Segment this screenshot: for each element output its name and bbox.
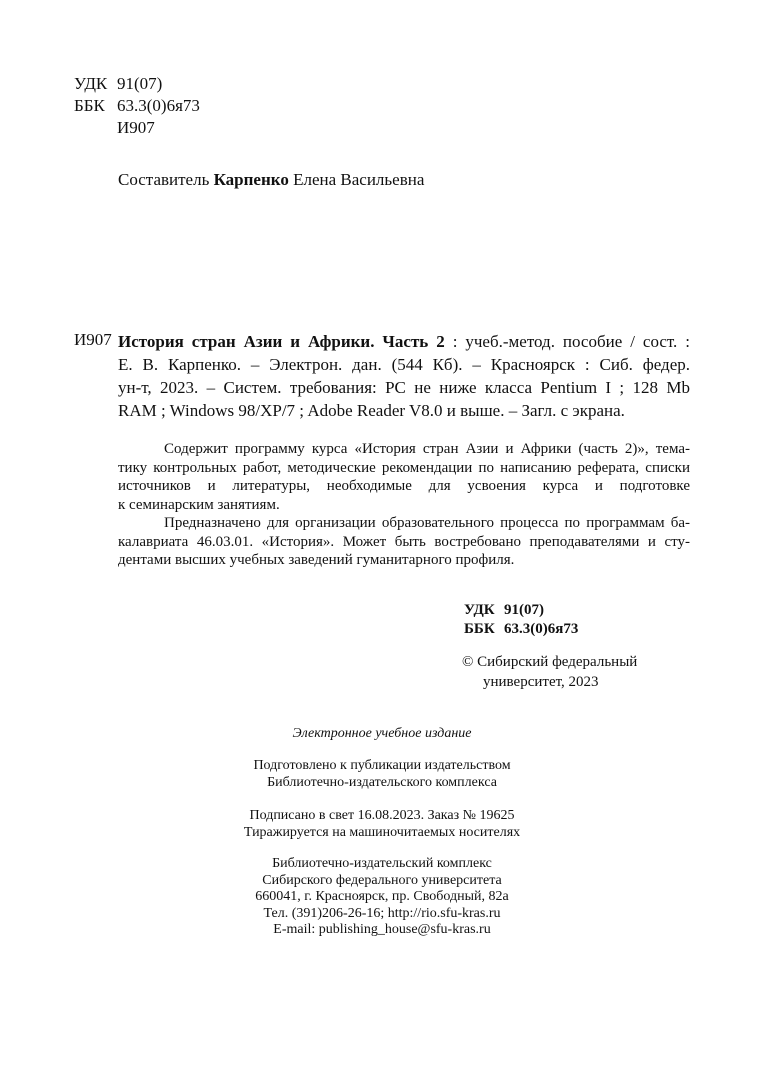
copyright-line1: © Сибирский федеральный — [462, 654, 638, 670]
footer-bbk-value: 63.3(0)6я73 — [504, 620, 579, 637]
bbk-label: ББК — [74, 96, 105, 115]
bib-line-1-rest: : учеб.-метод. пособие / сост. : — [444, 332, 690, 351]
publisher-email: E-mail: publishing_house@sfu-kras.ru — [273, 922, 491, 937]
publisher-line1: Библиотечно-издательский комплекс — [272, 856, 492, 871]
copyright — [462, 652, 637, 692]
udk-label: УДК — [74, 74, 108, 93]
compiler-given-names: Елена Васильевна — [293, 170, 425, 189]
signed-block — [0, 808, 764, 841]
prepared-line2: Библиотечно-издательского комплекса — [267, 774, 497, 790]
annotation-p1-line1: Содержит программу курса «История стран Азии и Африки (часть 2)», тема- — [164, 441, 690, 457]
annotation-p1-line2: тику контрольных работ, методические рекомендации по написанию реферата, списки — [118, 459, 690, 476]
footer-udk-value: 91(07) — [504, 602, 544, 618]
compiler-label: Составитель — [118, 170, 210, 189]
annotation — [118, 440, 690, 570]
annotation-p1-line3: источников и литературы, необходимые для усвоения курса и подготовке — [118, 478, 690, 494]
bib-line-2: Е. В. Карпенко. – Электрон. дан. (544 Кб). – Красноярск : Сиб. федер. — [118, 355, 690, 374]
compiler-line — [118, 170, 424, 190]
footer-udk-label: УДК — [464, 602, 495, 618]
annotation-p2-line3: дентами высших учебных заведений гуманитарного профиля. — [118, 552, 515, 568]
prepared-line1: Подготовлено к публикации издательством — [253, 758, 511, 773]
footer-udk-row — [464, 601, 578, 620]
bib-line-4: RAM ; Windows 98/XP/7 ; Adobe Reader V8.0 и выше. – Загл. с экрана. — [118, 401, 625, 420]
udk-value: 91(07) — [117, 74, 163, 93]
edition-type — [0, 726, 764, 743]
publisher-line2: Сибирского федерального университета — [262, 872, 502, 888]
edition-type-text: Электронное учебное издание — [292, 726, 472, 741]
copyright-line2: университет, 2023 — [483, 674, 599, 690]
signed-line2: Тиражируется на машиночитаемых носителях — [243, 824, 521, 840]
annotation-p2-line2: калавриата 46.03.01. «История». Может быть востребовано преподавателями и сту- — [118, 533, 690, 550]
bib-title: История стран Азии и Африки. Часть 2 — [118, 332, 445, 351]
classification-codes — [74, 73, 200, 139]
annotation-p2-line1: Предназначено для организации образовательного процесса по программам ба- — [164, 515, 690, 531]
bbk-row — [74, 95, 200, 117]
bib-line-3: ун-т, 2023. – Систем. требования: PC не ниже класса Pentium I ; 128 Mb — [118, 378, 690, 397]
bibliographic-record — [118, 330, 690, 422]
author-mark: И907 — [117, 118, 155, 137]
udk-row — [74, 73, 200, 95]
bib-author-mark: И907 — [74, 330, 112, 349]
publisher-address: 660041, г. Красноярск, пр. Свободный, 82а — [255, 889, 509, 904]
bbk-value: 63.3(0)6я73 — [117, 96, 200, 115]
footer-bbk-label: ББК — [464, 620, 495, 637]
bib-line-1 — [118, 330, 690, 353]
prepared-block — [0, 758, 764, 791]
footer-bbk-row — [464, 620, 578, 639]
signed-line1: Подписано в свет 16.08.2023. Заказ № 19625 — [249, 808, 515, 823]
compiler-surname: Карпенко — [213, 170, 289, 189]
publisher-contacts: Тел. (391)206-26-16; http://rio.sfu-kras.ru — [263, 905, 501, 921]
annotation-p1-line4: к семинарским занятиям. — [118, 496, 280, 513]
footer-classification-codes — [464, 601, 578, 638]
publisher-block — [0, 856, 764, 939]
